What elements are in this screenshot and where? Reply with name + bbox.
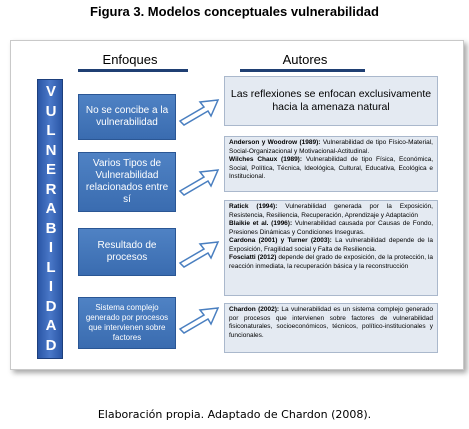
author-name: Wilches Chaux (1989):	[229, 156, 303, 163]
author-text: Las reflexiones se enfocan exclusivamente hacia la amenaza natural	[230, 88, 432, 113]
author-entry	[229, 306, 433, 340]
author-text: Vulnerabilidad generada por la Exposición, Resistencia, Resiliencia, Recuperación, Aprendizaje y Adaptación	[229, 203, 433, 219]
author-name: Fosciatti (2012)	[229, 254, 277, 261]
author-entry	[229, 203, 433, 220]
vertical-letter: R	[45, 180, 57, 198]
vertical-letter: I	[48, 239, 54, 256]
author-box-1	[224, 76, 438, 126]
vertical-letter: L	[46, 258, 56, 276]
vertical-letter: V	[45, 83, 56, 100]
author-text: Vulnerabilidad causada por Causas de Fondo, Presiones Dinámicas y Condiciones Inseguras.	[229, 220, 433, 236]
header-autores-underline	[240, 69, 365, 72]
author-entry	[229, 220, 433, 237]
author-entry	[229, 139, 433, 156]
author-text: La vulnerabilidad depende de la Exposición, Fragilidad social y Falta de Resiliencia.	[229, 237, 433, 253]
figure-caption: Elaboración propia. Adaptado de Chardon (2008).	[97, 408, 372, 421]
header-autores: Autores	[282, 52, 328, 67]
vertical-letter: N	[45, 141, 57, 159]
vertical-letter: B	[45, 219, 57, 237]
approach-box-4: Sistema complejo generado por procesos que intervienen sobre factores	[78, 297, 176, 349]
vertical-letter: I	[48, 278, 54, 295]
author-entry	[229, 156, 433, 182]
vertical-letter: A	[45, 200, 57, 217]
author-entry	[229, 237, 433, 254]
vertical-bar-vulnerabilidad	[37, 79, 63, 359]
vertical-letter: E	[45, 161, 56, 178]
arrow-icon	[178, 162, 222, 198]
author-box-3	[224, 200, 438, 296]
vertical-letter: L	[46, 122, 56, 139]
vertical-letter: D	[45, 297, 57, 315]
author-name: Anderson y Woodrow (1989):	[229, 139, 321, 146]
author-text: Vulnerabilidad de tipo Físico-Material, Social-Organizacional y Motivacional-Actitudinal.	[229, 139, 433, 155]
author-name: Ratick (1994):	[229, 203, 278, 210]
author-name: Cardona (2001) y Turner (2003):	[229, 237, 332, 244]
author-text: depende del grado de exposición, de la protección, la reacción inmediata, la recuperación básica y la reconstrucción	[229, 254, 434, 270]
approach-box-2: Varios Tipos de Vulnerabilidad relacionados entre sí	[78, 152, 176, 212]
author-box-2	[224, 136, 438, 192]
header-enfoques: Enfoques	[102, 52, 158, 67]
figure-title: Figura 3. Modelos conceptuales vulnerabilidad	[90, 4, 379, 19]
vertical-letter: U	[45, 102, 57, 120]
approach-box-3: Resultado de procesos	[78, 228, 176, 276]
arrow-icon	[178, 234, 222, 270]
author-text: La vulnerabilidad es un sistema complejo generado por procesos que intervienen sobre factores de vulnerabilidad fisiconaturales, socioeconómicos, técnicos, político-institucionales y funcionales.	[229, 306, 433, 339]
vertical-letter: D	[45, 336, 57, 354]
author-name: Chardon (2002):	[229, 306, 280, 313]
arrow-icon	[178, 300, 222, 336]
author-name: Blaikie et al. (1996):	[229, 220, 293, 227]
header-enfoques-underline	[78, 69, 188, 72]
author-text: Vulnerabilidad de tipo Física, Económica, Social, Política, Técnica, Ideológica, Cultural, Educativa, Ecológica e Institucional.	[229, 156, 434, 180]
approach-box-1: No se concibe a la vulnerabilidad	[78, 94, 176, 140]
vertical-letter: A	[45, 317, 57, 334]
arrow-icon	[178, 92, 222, 128]
author-box-4	[224, 303, 438, 353]
author-entry	[229, 88, 433, 114]
author-entry	[229, 254, 433, 271]
